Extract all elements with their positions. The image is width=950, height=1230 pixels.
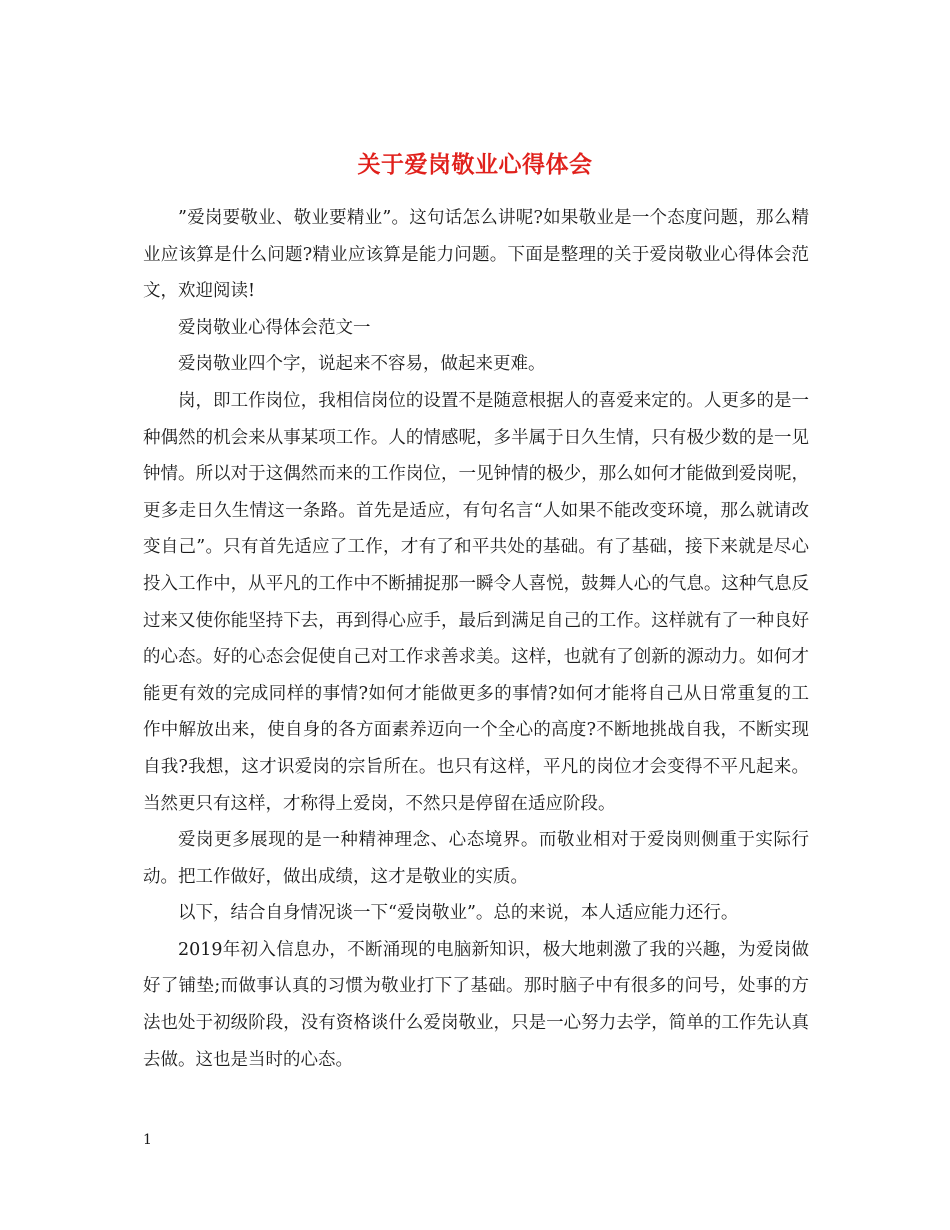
- intro-paragraph: ”爱岗要敬业、敬业要精业”。这句话怎么讲呢?如果敬业是一个态度问题，那么精业应该算是什么问题?精业应该算是能力问题。下面是整理的关于爱岗敬业心得体会范文，欢迎阅读!: [143, 208, 809, 302]
- body-paragraph: 岗，即工作岗位，我相信岗位的设置不是随意根据人的喜爱来定的。人更多的是一种偶然的机会来从事某项工作。人的情感呢，多半属于日久生情，只有极少数的是一见钟情。所以对于这偶然而来的工作岗位，一见钟情的极少，那么如何才能做到爱岗呢，更多走日久生情这一条路。首先是适应，有句名言“人如果不能改变环境，那么就请改变自己”。只有首先适应了工作，才有了和平共处的基础。有了基础，接下来就是尽心投入工作中，从平凡的工作中不断捕捉那一瞬令人喜悦，鼓舞人心的气息。这种气息反过来又使你能坚持下去，再到得心应手，最后到满足自己的工作。这样就有了一种良好的心态。好的心态会促使自己对工作求善求美。这样，也就有了创新的源动力。如何才能更有效的完成同样的事情?如何才能做更多的事情?如何才能将自己从日常重复的工作中解放出来，使自身的各方面素养迈向一个全心的高度?不断地挑战自我，不断实现自我?我想，这才识爱岗的宗旨所在。也只有这样，平凡的岗位才会变得不平凡起来。当然更只有这样，才称得上爱岗，不然只是停留在适应阶段。: [143, 390, 809, 814]
- page-number: 1: [143, 1132, 152, 1148]
- document-title: 关于爱岗敬业心得体会: [357, 151, 593, 179]
- section-heading: 爱岗敬业心得体会范文一: [178, 317, 371, 338]
- body-paragraph: 以下，结合自身情况谈一下“爱岗敬业”。总的来说，本人适应能力还行。: [178, 903, 739, 924]
- body-paragraph: 2019年初入信息办，不断涌现的电脑新知识，极大地刺激了我的兴趣，为爱岗做好了铺垫;而做事认真的习惯为敬业打下了基础。那时脑子中有很多的问号，处事的方法也处于初级阶段，没有资格谈什么爱岗敬业，只是一心努力去学，简单的工作先认真去做。这也是当时的心态。: [143, 939, 809, 1070]
- document-body: [143, 200, 809, 1078]
- body-paragraph: 爱岗敬业四个字，说起来不容易，做起来更难。: [178, 354, 546, 375]
- body-paragraph: 爱岗更多展现的是一种精神理念、心态境界。而敬业相对于爱岗则侧重于实际行动。把工作做好，做出成绩，这才是敬业的实质。: [143, 830, 809, 887]
